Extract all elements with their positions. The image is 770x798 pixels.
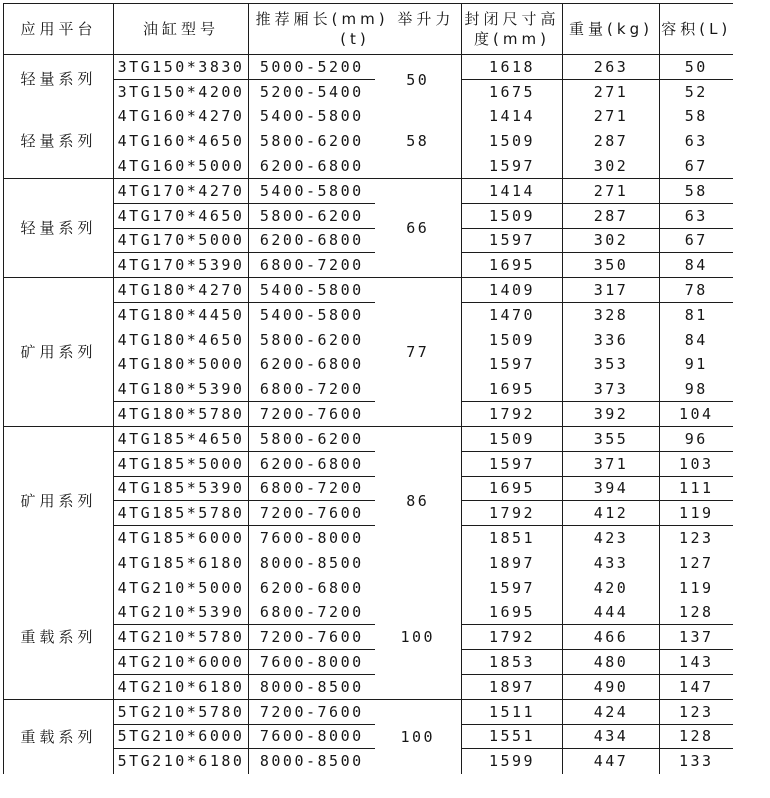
weight-cell: 371 [563,451,660,476]
lift-cell: 58 [375,104,462,178]
model-cell: 4TG160*4270 [114,104,249,129]
box-length-cell: 7200-7600 [249,402,375,427]
table-row [4,203,733,228]
weight-cell: 271 [563,178,660,203]
weight-cell: 420 [563,575,660,600]
height-cell: 1509 [462,203,563,228]
table-body [4,55,733,774]
header-height-line: 度(mm) [474,30,550,48]
height-cell: 1675 [462,79,563,104]
volume-cell: 103 [660,451,733,476]
box-length-cell: 5800-6200 [249,327,375,352]
model-cell: 4TG180*4450 [114,302,249,327]
model-cell: 4TG185*5000 [114,451,249,476]
table-row [4,476,733,501]
model-cell: 4TG180*4270 [114,278,249,303]
volume-cell: 91 [660,352,733,377]
model-cell: 4TG185*5390 [114,476,249,501]
box-length-cell: 6200-6800 [249,575,375,600]
model-cell: 5TG210*6000 [114,724,249,749]
table-row [4,402,733,427]
height-cell: 1695 [462,253,563,278]
volume-cell: 96 [660,426,733,451]
box-length-cell: 6800-7200 [249,377,375,402]
box-length-cell: 7200-7600 [249,699,375,724]
height-cell: 1897 [462,674,563,699]
model-cell: 4TG170*5000 [114,228,249,253]
weight-cell: 373 [563,377,660,402]
box-length-cell: 6800-7200 [249,253,375,278]
height-cell: 1792 [462,402,563,427]
height-cell: 1597 [462,154,563,179]
box-length-cell: 5800-6200 [249,129,375,154]
table-row [4,327,733,352]
platform-cell: 轻量系列 [4,178,114,277]
model-cell: 4TG180*5390 [114,377,249,402]
weight-cell: 302 [563,154,660,179]
spec-sheet [3,3,733,774]
model-cell: 4TG180*5780 [114,402,249,427]
height-cell: 1509 [462,327,563,352]
table-row [4,377,733,402]
weight-cell: 466 [563,625,660,650]
volume-cell: 143 [660,650,733,675]
header-weight: 重量(kg) [563,4,660,55]
model-cell: 4TG210*5390 [114,600,249,625]
model-cell: 3TG150*4200 [114,79,249,104]
weight-cell: 287 [563,203,660,228]
model-cell: 4TG170*4650 [114,203,249,228]
platform-cell: 轻量系列 [20,70,97,89]
box-length-cell: 5400-5800 [249,302,375,327]
header-platform: 应用平台 [4,4,114,55]
model-cell: 5TG210*5780 [114,699,249,724]
spec-table [3,3,733,774]
table-row [4,154,733,179]
height-cell: 1509 [462,129,563,154]
box-length-cell: 6200-6800 [249,352,375,377]
height-cell: 1597 [462,451,563,476]
volume-cell: 67 [660,228,733,253]
volume-cell: 81 [660,302,733,327]
volume-cell: 119 [660,501,733,526]
platform-cell: 矿用系列 [20,491,97,510]
volume-cell: 67 [660,154,733,179]
height-cell: 1897 [462,550,563,575]
weight-cell: 271 [563,79,660,104]
table-row [4,352,733,377]
box-length-cell: 7200-7600 [249,501,375,526]
table-row [4,302,733,327]
height-cell: 1599 [462,749,563,774]
table-row [4,104,733,129]
height-cell: 1695 [462,600,563,625]
weight-cell: 302 [563,228,660,253]
height-cell: 1414 [462,178,563,203]
volume-cell: 111 [660,476,733,501]
weight-cell: 480 [563,650,660,675]
weight-cell: 423 [563,526,660,551]
table-row [4,600,733,625]
weight-cell: 336 [563,327,660,352]
table-row [4,253,733,278]
volume-cell: 128 [660,724,733,749]
model-cell: 4TG185*6180 [114,550,249,575]
model-cell: 4TG170*4270 [114,178,249,203]
volume-cell: 119 [660,575,733,600]
table-row [4,674,733,699]
table-row [4,501,733,526]
volume-cell: 58 [660,104,733,129]
box-length-cell: 7200-7600 [249,625,375,650]
height-cell: 1414 [462,104,563,129]
model-cell: 4TG210*5780 [114,625,249,650]
volume-cell: 78 [660,278,733,303]
volume-cell: 52 [660,79,733,104]
weight-cell: 392 [563,402,660,427]
box-length-cell: 5400-5800 [249,178,375,203]
weight-cell: 490 [563,674,660,699]
weight-cell: 263 [563,55,660,80]
model-cell: 4TG210*6000 [114,650,249,675]
volume-cell: 147 [660,674,733,699]
box-length-cell: 8000-8500 [249,550,375,575]
weight-cell: 394 [563,476,660,501]
volume-cell: 84 [660,327,733,352]
volume-cell: 63 [660,129,733,154]
box-length-cell: 7600-8000 [249,526,375,551]
volume-cell: 123 [660,699,733,724]
header-row [4,4,733,55]
volume-cell: 128 [660,600,733,625]
volume-cell: 133 [660,749,733,774]
height-cell: 1509 [462,426,563,451]
model-cell: 4TG180*4650 [114,327,249,352]
volume-cell: 50 [660,55,733,80]
height-cell: 1511 [462,699,563,724]
weight-cell: 447 [563,749,660,774]
table-header [4,4,733,55]
box-length-cell: 5400-5800 [249,278,375,303]
weight-cell: 353 [563,352,660,377]
model-cell: 4TG180*5000 [114,352,249,377]
box-length-cell: 6800-7200 [249,476,375,501]
box-length-cell: 5000-5200 [249,55,375,80]
table-row [4,426,733,451]
volume-cell: 84 [660,253,733,278]
lift-cell: 77 [375,278,462,427]
height-cell: 1851 [462,526,563,551]
lift-cell: 50 [406,70,430,89]
box-length-cell: 8000-8500 [249,674,375,699]
table-row [4,749,733,774]
box-length-cell: 7600-8000 [249,724,375,749]
table-row [4,278,733,303]
weight-cell: 433 [563,550,660,575]
model-cell: 4TG160*4650 [114,129,249,154]
box-length-cell: 6800-7200 [249,600,375,625]
platform-cell: 重载系列 [20,727,97,746]
volume-cell: 123 [660,526,733,551]
weight-cell: 350 [563,253,660,278]
table-row [4,228,733,253]
box-length-cell: 7600-8000 [249,650,375,675]
header-volume: 容积(L) [660,4,733,55]
header-model: 油缸型号 [114,4,249,55]
table-row [4,451,733,476]
volume-cell: 127 [660,550,733,575]
platform-cell: 矿用系列 [4,278,114,427]
model-cell: 4TG185*6000 [114,526,249,551]
model-cell: 4TG185*5780 [114,501,249,526]
volume-cell: 137 [660,625,733,650]
volume-cell: 98 [660,377,733,402]
model-cell: 4TG160*5000 [114,154,249,179]
table-row [4,129,733,154]
height-cell: 1597 [462,352,563,377]
weight-cell: 328 [563,302,660,327]
weight-cell: 424 [563,699,660,724]
height-cell: 1409 [462,278,563,303]
header-height-line: 封闭尺寸高 [464,9,560,28]
platform-cell: 重载系列 [4,575,114,699]
volume-cell: 63 [660,203,733,228]
box-length-cell: 5800-6200 [249,426,375,451]
volume-cell: 104 [660,402,733,427]
table-row [4,575,733,600]
box-length-cell: 5200-5400 [249,79,375,104]
table-row [4,699,733,724]
table-row [4,550,733,575]
box-length-cell: 6200-6800 [249,451,375,476]
weight-cell: 271 [563,104,660,129]
height-cell: 1695 [462,476,563,501]
platform-cell: 轻量系列 [4,104,114,178]
model-cell: 5TG210*6180 [114,749,249,774]
table-row [4,79,733,104]
table-row [4,625,733,650]
table-row [4,724,733,749]
lift-cell: 86 [406,492,430,511]
height-cell: 1695 [462,377,563,402]
height-cell: 1853 [462,650,563,675]
weight-cell: 444 [563,600,660,625]
weight-cell: 317 [563,278,660,303]
lift-cell: 66 [375,178,462,277]
weight-cell: 355 [563,426,660,451]
height-cell: 1470 [462,302,563,327]
weight-cell: 434 [563,724,660,749]
table-row [4,650,733,675]
box-length-cell: 6200-6800 [249,228,375,253]
height-cell: 1551 [462,724,563,749]
lift-cell: 100 [375,575,462,699]
height-cell: 1618 [462,55,563,80]
header-box-lift: 推荐厢长(mm) 举升力(t) [249,4,462,55]
box-length-cell: 8000-8500 [249,749,375,774]
model-cell: 4TG170*5390 [114,253,249,278]
weight-cell: 287 [563,129,660,154]
weight-cell: 412 [563,501,660,526]
height-cell: 1597 [462,575,563,600]
header-height [462,4,563,55]
height-cell: 1792 [462,501,563,526]
box-length-cell: 5400-5800 [249,104,375,129]
box-length-cell: 6200-6800 [249,154,375,179]
model-cell: 4TG210*6180 [114,674,249,699]
height-cell: 1597 [462,228,563,253]
table-row [4,55,733,80]
model-cell: 4TG210*5000 [114,575,249,600]
lift-cell: 100 [400,727,436,746]
box-length-cell: 5800-6200 [249,203,375,228]
model-cell: 4TG185*4650 [114,426,249,451]
table-row [4,178,733,203]
model-cell: 3TG150*3830 [114,55,249,80]
table-row [4,526,733,551]
height-cell: 1792 [462,625,563,650]
volume-cell: 58 [660,178,733,203]
